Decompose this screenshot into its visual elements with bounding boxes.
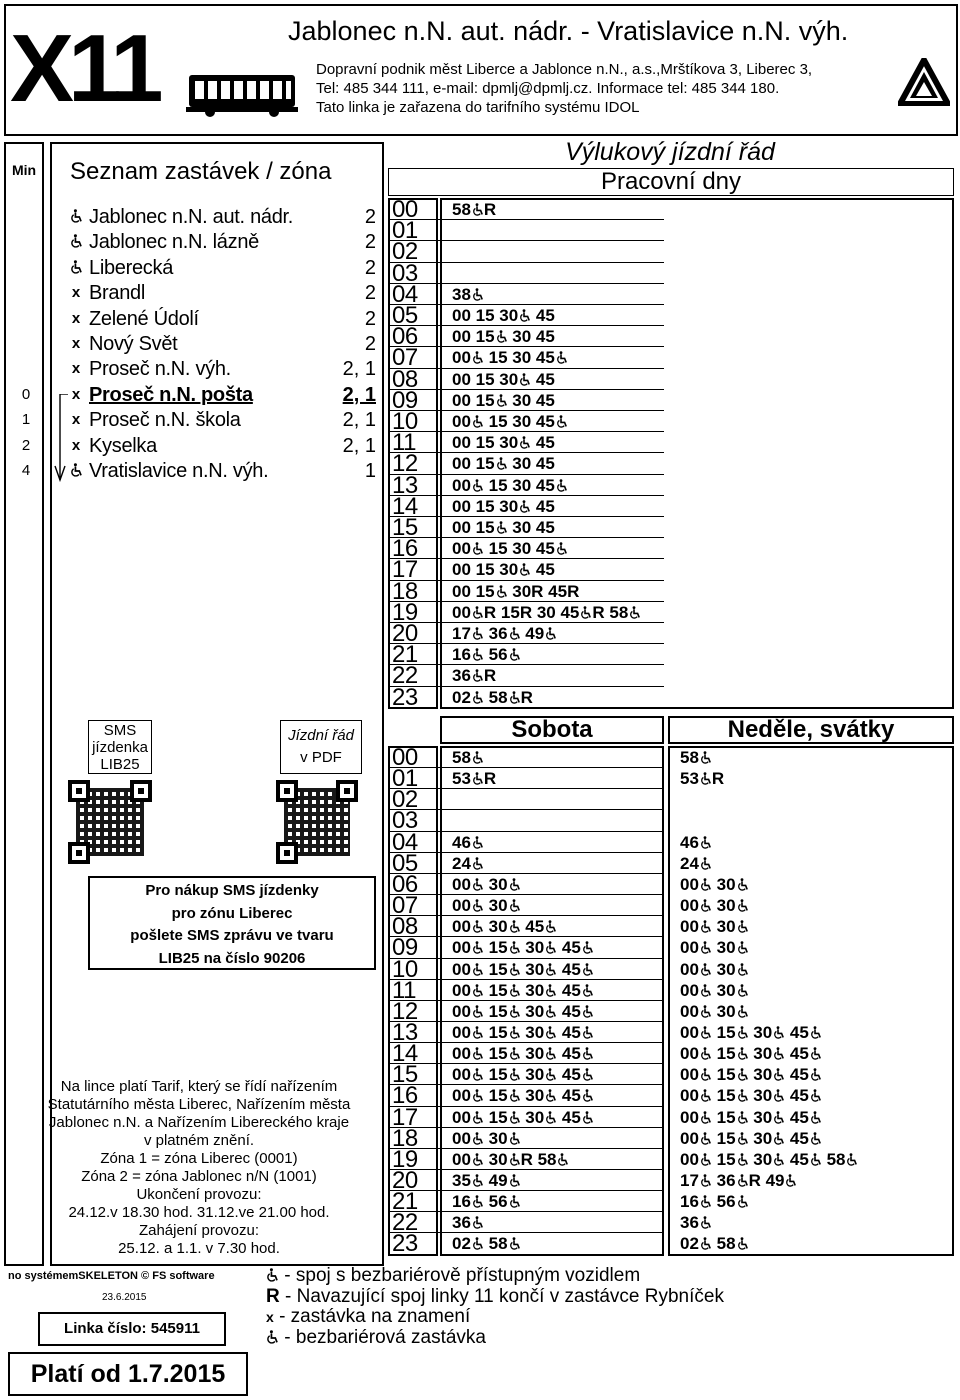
pdf-label: Jízdní řád v PDF (288, 727, 354, 766)
wheelchair-icon (509, 1237, 521, 1250)
wheelchair-icon (737, 1153, 749, 1166)
wheelchair-icon (737, 878, 749, 891)
wheelchair-icon (472, 1026, 484, 1039)
tariff-line: 25.12. a 1.1. v 7.30 hod. (118, 1240, 280, 1257)
wheelchair-icon (700, 1132, 712, 1145)
route-title: Jablonec n.N. aut. nádr. - Vratislavice n.N. výh. (288, 16, 849, 46)
departure-times: 02 58 R (452, 687, 533, 707)
stop-zone: 2 (364, 231, 376, 254)
wheelchair-icon (737, 1174, 749, 1187)
departure-times: 00 15 30 45 (452, 347, 568, 368)
wheelchair-icon (472, 1216, 484, 1229)
wheelchair-icon (810, 1132, 822, 1145)
departure-times: 00 30 45 (452, 916, 557, 937)
wheelchair-icon (737, 1089, 749, 1102)
wheelchair-icon (737, 963, 749, 976)
min-label: Min (11, 162, 37, 178)
wheelchair-icon (472, 920, 484, 933)
wheelchair-icon (545, 1026, 557, 1039)
wheelchair-icon (557, 1153, 569, 1166)
tariff-line: Zahájení provozu: (138, 1222, 260, 1239)
sunday-header: Neděle, svátky (727, 716, 895, 743)
hour-cell: 03 (392, 807, 418, 835)
request-stop-icon: x (71, 284, 81, 302)
line-number: X11 (10, 15, 158, 122)
wheelchair-icon (472, 899, 484, 912)
departure-times: 00 30 (452, 895, 521, 916)
wheelchair-icon (773, 1132, 785, 1145)
wheelchair-icon (545, 1047, 557, 1060)
wheelchair-icon (266, 1268, 279, 1282)
wheelchair-icon (509, 878, 521, 891)
sms-label: SMS jízdenka LIB25 (92, 722, 148, 773)
wheelchair-icon (773, 1153, 785, 1166)
departure-times: 36 R (452, 666, 497, 686)
wheelchair-icon (582, 1047, 594, 1060)
request-stop-icon: x (71, 385, 81, 403)
hour-cell: 18 (392, 577, 418, 605)
hour-cell: 04 (392, 280, 418, 308)
stop-name: Vratislavice n.N. výh. (89, 460, 269, 482)
wheelchair-icon (810, 1111, 822, 1124)
departure-times: 00 15 30 45 (452, 475, 568, 496)
hour-cell: 11 (392, 429, 416, 457)
wheelchair-icon (700, 1047, 712, 1060)
software-note: no systémemSKELETON © FS software (8, 1270, 215, 1282)
hour-cell: 01 (392, 217, 418, 245)
timetable-title: Výlukový jízdní řád (565, 138, 775, 166)
departure-times: 02 58 (452, 1233, 521, 1254)
hour-cell: 13 (392, 471, 418, 499)
wheelchair-icon (773, 1047, 785, 1060)
wheelchair-icon (737, 984, 749, 997)
tariff-line: Ukončení provozu: (136, 1186, 262, 1203)
wheelchair-icon (509, 1005, 521, 1018)
stop-zone: 2 (364, 307, 376, 330)
wheelchair-icon (737, 1111, 749, 1124)
request-stop-icon: x (71, 335, 81, 352)
tariff-line: Zóna 1 = zóna Liberec (0001) (100, 1150, 298, 1167)
wheelchair-icon (266, 1330, 279, 1344)
stop-name: Jablonec n.N. lázně (89, 231, 259, 254)
departure-times: 00 15 30 45 (452, 327, 555, 347)
wheelchair-icon (472, 1089, 484, 1102)
stop-zone: 2, 1 (342, 358, 376, 381)
wheelchair-icon (472, 772, 484, 785)
wheelchair-icon (582, 963, 594, 976)
wheelchair-icon (472, 984, 484, 997)
departure-times: 00 30 (680, 895, 749, 916)
wheelchair-icon (810, 1089, 822, 1102)
wheelchair-icon (545, 920, 557, 933)
hour-cell: 23 (392, 1230, 418, 1258)
wheelchair-icon (737, 941, 749, 954)
stop-zone: 2 (364, 333, 376, 355)
tariff-line: v platném znění. (143, 1132, 255, 1149)
wheelchair-icon (545, 1089, 557, 1102)
wheelchair-icon (582, 984, 594, 997)
hour-cell: 15 (392, 1061, 418, 1089)
valid-from: Platí od 1.7.2015 (30, 1360, 226, 1388)
print-date: 23.6.2015 (102, 1292, 147, 1303)
stop-name: Proseč n.N. škola (89, 409, 241, 432)
wheelchair-icon (700, 1111, 712, 1124)
hour-cell: 01 (392, 765, 418, 793)
departure-times: 00 15 30 45 (680, 1128, 822, 1149)
request-stop-icon: x (71, 411, 81, 429)
departure-times: 00 30 (680, 1001, 749, 1022)
wheelchair-icon (700, 1195, 712, 1208)
departure-times: 00 15 30 45 (452, 518, 555, 537)
wheelchair-icon (773, 1089, 785, 1102)
hour-cell: 10 (392, 408, 418, 435)
hour-cell: 03 (392, 259, 418, 287)
wheelchair-icon (472, 836, 484, 849)
wheelchair-icon (700, 1068, 712, 1081)
departure-times: 00 30 (680, 980, 749, 1001)
departure-times: 58 (680, 747, 712, 768)
stop-min: 2 (21, 436, 31, 454)
wheelchair-icon (472, 1132, 484, 1145)
wheelchair-icon (582, 1089, 594, 1102)
hour-cell: 20 (392, 620, 418, 647)
wheelchair-icon (700, 1174, 712, 1187)
wheelchair-icon (785, 1174, 797, 1187)
operator-info: Dopravní podnik měst Liberce a Jablonce n.N., a.s.,Mrštíkova 3, Liberec 3, Tel: 485 344 111, e-mail: dpmlj@dpmlj.cz. Informace tel: 485 344 180. Tato linka je zařazena do tarifního systému IDOL (316, 61, 813, 116)
departure-times: 00 15 30 45 (452, 390, 555, 410)
wheelchair-icon (545, 1068, 557, 1081)
hour-cell: 07 (392, 892, 418, 920)
hour-cell: 14 (392, 1040, 418, 1068)
departure-times: 00 30 (680, 959, 749, 980)
wheelchair-icon (737, 899, 749, 912)
hour-cell: 00 (392, 744, 418, 771)
departure-times: 00 30 R 58 (452, 1149, 569, 1170)
departure-times: 16 56 (680, 1191, 749, 1212)
wheelchair-icon (773, 1111, 785, 1124)
stop-zone: 2 (364, 282, 376, 305)
departure-times: 58 (452, 747, 484, 768)
request-stop-icon: x (71, 309, 81, 327)
wheelchair-icon (509, 1174, 521, 1187)
hour-cell: 06 (392, 870, 418, 898)
wheelchair-icon (700, 1026, 712, 1039)
wheelchair-icon (700, 836, 712, 849)
wheelchair-icon (509, 1195, 521, 1208)
stop-min: 1 (21, 411, 31, 429)
wheelchair-icon (509, 1047, 521, 1060)
stop-min: 4 (21, 462, 31, 479)
stop-zone: 2 (364, 256, 376, 279)
wheelchair-icon (472, 1174, 484, 1187)
departure-times: 58 R (452, 200, 497, 219)
tariff-line: Statutárního města Liberec, Nařízením města (47, 1096, 351, 1113)
saturday-header: Sobota (511, 716, 593, 743)
departure-times: 00 15 30 45 (452, 937, 594, 958)
departure-times: 00 15 30 45 (452, 538, 568, 559)
stop-min: 0 (21, 385, 31, 403)
wheelchair-icon (737, 1068, 749, 1081)
departure-times: 00 15 30 45 (680, 1085, 822, 1106)
wheelchair-icon (472, 963, 484, 976)
hour-cell: 19 (392, 1145, 418, 1173)
hour-cell: 12 (392, 450, 418, 478)
wheelchair-icon (545, 984, 557, 997)
wheelchair-icon (700, 1216, 712, 1229)
departure-times: 00 15 30 45 (452, 1064, 594, 1085)
hour-cell: 14 (392, 492, 418, 520)
departure-times: 17 36 49 (452, 623, 557, 644)
hour-cell: 08 (392, 365, 418, 393)
hour-cell: 08 (392, 913, 418, 941)
wheelchair-icon (472, 751, 484, 764)
hour-cell: 22 (392, 662, 418, 690)
stop-zone: 2 (364, 206, 376, 228)
sms-instructions: Pro nákup SMS jízdenky pro zónu Liberec pošlete SMS zprávu ve tvaru LIB25 na číslo 90206 (130, 882, 334, 967)
tariff-line: Jablonec n.N. a Nařízením Libereckého kraje (48, 1114, 350, 1131)
stops-title: Seznam zastávek / zóna (70, 158, 332, 185)
wheelchair-icon (773, 1026, 785, 1039)
hour-cell: 23 (392, 683, 418, 711)
hour-cell: 20 (392, 1167, 418, 1194)
wheelchair-icon (773, 1068, 785, 1081)
departure-times: 00 30 (452, 874, 521, 895)
hour-cell: 09 (392, 934, 418, 962)
wheelchair-icon (737, 1237, 749, 1250)
departure-times: 00 15 30 45 (452, 1022, 594, 1043)
hour-cell: 00 (392, 196, 418, 223)
request-stop-icon: x (71, 436, 81, 454)
departure-times: 36 (452, 1212, 484, 1233)
wheelchair-icon (737, 1005, 749, 1018)
wheelchair-icon (582, 941, 594, 954)
departure-times: 24 (452, 853, 484, 874)
departure-times: 36 (680, 1212, 712, 1233)
wheelchair-icon (472, 941, 484, 954)
departure-times: 16 56 (452, 1191, 521, 1212)
wheelchair-icon (509, 963, 521, 976)
wheelchair-icon (545, 1111, 557, 1124)
wheelchair-icon (509, 920, 521, 933)
wheelchair-icon (700, 1237, 712, 1250)
hour-cell: 07 (392, 344, 418, 372)
departure-times: 00 15 30R 45R (452, 581, 580, 601)
wheelchair-icon (472, 1237, 484, 1250)
wheelchair-icon (509, 1026, 521, 1039)
departure-times: 46 (680, 832, 712, 853)
departure-times: 00 15 30 45 (680, 1064, 822, 1085)
departure-times: 00 15 30 45 (452, 411, 568, 432)
hour-cell: 02 (392, 238, 418, 266)
wheelchair-icon (472, 878, 484, 891)
wheelchair-icon (700, 772, 712, 785)
departure-times: 00 30 (680, 937, 749, 958)
line-number-text: Linka číslo: 545911 (64, 1320, 200, 1337)
wheelchair-icon (737, 1026, 749, 1039)
wheelchair-icon (509, 899, 521, 912)
wheelchair-icon (582, 1111, 594, 1124)
request-stop-icon: x (71, 360, 81, 378)
wheelchair-icon (810, 1068, 822, 1081)
hour-cell: 13 (392, 1018, 418, 1046)
wheelchair-icon (810, 1026, 822, 1039)
departure-times: 16 56 (452, 644, 521, 665)
hour-cell: 16 (392, 535, 418, 563)
hour-cell: 21 (392, 1188, 418, 1216)
stop-name: Zelené Údolí (89, 307, 199, 330)
departure-times: 00 15 30 45 (452, 454, 555, 474)
wheelchair-icon (472, 1005, 484, 1018)
wheelchair-icon (472, 1195, 484, 1208)
wheelchair-icon (472, 857, 484, 870)
wheelchair-icon (472, 1111, 484, 1124)
departure-times: 00 15 30 45 (680, 1107, 822, 1128)
wheelchair-icon (700, 878, 712, 891)
wheelchair-icon (509, 1111, 521, 1124)
wheelchair-icon (700, 751, 712, 764)
wheelchair-icon (582, 1005, 594, 1018)
hour-cell: 22 (392, 1209, 418, 1237)
wheelchair-icon (700, 857, 712, 870)
wheelchair-icon (545, 963, 557, 976)
departure-times: 00 15 30 45 (680, 1043, 822, 1064)
stop-zone: 2, 1 (342, 434, 376, 457)
wheelchair-icon (582, 1026, 594, 1039)
wheelchair-icon (545, 941, 557, 954)
departure-times: 00 15 30 45 (680, 1022, 822, 1043)
departure-times: 00 15 30 45 (452, 1043, 594, 1064)
stop-name: Proseč n.N. pošta (89, 383, 253, 406)
departure-times: 00 15 30 45 (452, 959, 594, 980)
departure-times: 17 36 R 49 (680, 1170, 797, 1191)
wheelchair-icon (700, 963, 712, 976)
wheelchair-icon (472, 1153, 484, 1166)
hour-cell: 19 (392, 598, 418, 626)
stop-zone: 2, 1 (342, 383, 376, 406)
hour-cell: 09 (392, 386, 418, 414)
wheelchair-icon (810, 1153, 822, 1166)
wheelchair-icon (472, 1047, 484, 1060)
hour-cell: 10 (392, 955, 418, 983)
departure-times: 46 (452, 832, 484, 853)
wheelchair-icon (700, 920, 712, 933)
stop-zone: 1 (364, 460, 376, 482)
wheelchair-icon (509, 941, 521, 954)
wheelchair-icon (700, 1089, 712, 1102)
departure-times: 00 15 30 45 (452, 369, 555, 389)
departure-times: 00 30 (680, 874, 749, 895)
wheelchair-icon (700, 941, 712, 954)
hour-cell: 05 (392, 849, 418, 877)
hour-cell: 17 (392, 556, 418, 584)
wheelchair-icon (509, 1089, 521, 1102)
hour-cell: 11 (392, 976, 416, 1004)
wheelchair-icon (472, 1068, 484, 1081)
wheelchair-icon (737, 1047, 749, 1060)
hour-cell: 15 (392, 514, 418, 541)
departure-times: 02 58 (680, 1233, 749, 1254)
departure-times: 00 15 30 45 (452, 1107, 594, 1128)
wheelchair-icon (846, 1153, 858, 1166)
departure-times: 00 R 15R 30 45 R 58 (452, 602, 641, 623)
stop-name: Kyselka (89, 434, 157, 457)
wheelchair-icon (700, 984, 712, 997)
wheelchair-icon (810, 1047, 822, 1060)
wheelchair-icon (545, 1005, 557, 1018)
departure-times: 00 15 30 45 (452, 980, 594, 1001)
tariff-line: 24.12.v 18.30 hod. 31.12.ve 21.00 hod. (68, 1204, 330, 1221)
stop-name: Jablonec n.N. aut. nádr. (89, 206, 294, 228)
legend: - spoj s bezbariérově přístupným vozidlem R - Navazující spoj linky 11 končí v zastávce Rybníček x - zastávka na znamení - bezbariérová zastávka (266, 1265, 724, 1348)
departure-times: 24 (680, 853, 712, 874)
wheelchair-icon (509, 1153, 521, 1166)
stop-zone: 2, 1 (342, 409, 376, 432)
hour-cell: 17 (392, 1103, 418, 1131)
hour-cell: 18 (392, 1124, 418, 1152)
departure-times: 00 15 30 45 (452, 496, 555, 516)
stop-name: Brandl (89, 282, 146, 305)
hour-cell: 02 (392, 786, 418, 814)
hour-cell: 06 (392, 323, 418, 351)
wheelchair-icon (700, 1005, 712, 1018)
departure-times: 00 30 (680, 916, 749, 937)
wheelchair-icon (509, 1132, 521, 1145)
tariff-line: Zóna 2 = zóna Jablonec n/N (1001) (81, 1168, 317, 1185)
departure-times: 00 15 30 45 (452, 1001, 594, 1022)
workdays-header: Pracovní dny (600, 168, 742, 195)
wheelchair-icon (737, 1195, 749, 1208)
wheelchair-icon (737, 920, 749, 933)
departure-times: 00 15 30 45 (452, 306, 555, 325)
hour-cell: 16 (392, 1082, 418, 1110)
wheelchair-icon (582, 1068, 594, 1081)
stop-name: Liberecká (89, 256, 174, 279)
wheelchair-icon (509, 1068, 521, 1081)
departure-times: 53 R (452, 769, 497, 789)
departure-times: 00 15 30 45 (452, 560, 555, 580)
wheelchair-icon (509, 984, 521, 997)
hour-cell: 04 (392, 828, 418, 856)
wheelchair-icon (700, 1153, 712, 1166)
hour-cell: 21 (392, 641, 418, 669)
departure-times: 00 15 30 45 58 (680, 1149, 858, 1170)
stop-name: Proseč n.N. výh. (89, 358, 231, 381)
departure-times: 35 49 (452, 1170, 521, 1191)
stop-name: Nový Svět (89, 333, 178, 355)
wheelchair-icon (700, 899, 712, 912)
departure-times: 00 15 30 45 (452, 433, 555, 453)
departure-times: 38 (452, 284, 484, 305)
hour-cell: 05 (392, 302, 418, 329)
wheelchair-icon (737, 1132, 749, 1145)
departure-times: 00 15 30 45 (452, 1085, 594, 1106)
tariff-line: Na lince platí Tarif, který se řídí nařízením (60, 1078, 338, 1095)
hour-cell: 12 (392, 997, 418, 1025)
departure-times: 53 R (680, 769, 725, 789)
departure-times: 00 30 (452, 1128, 521, 1149)
